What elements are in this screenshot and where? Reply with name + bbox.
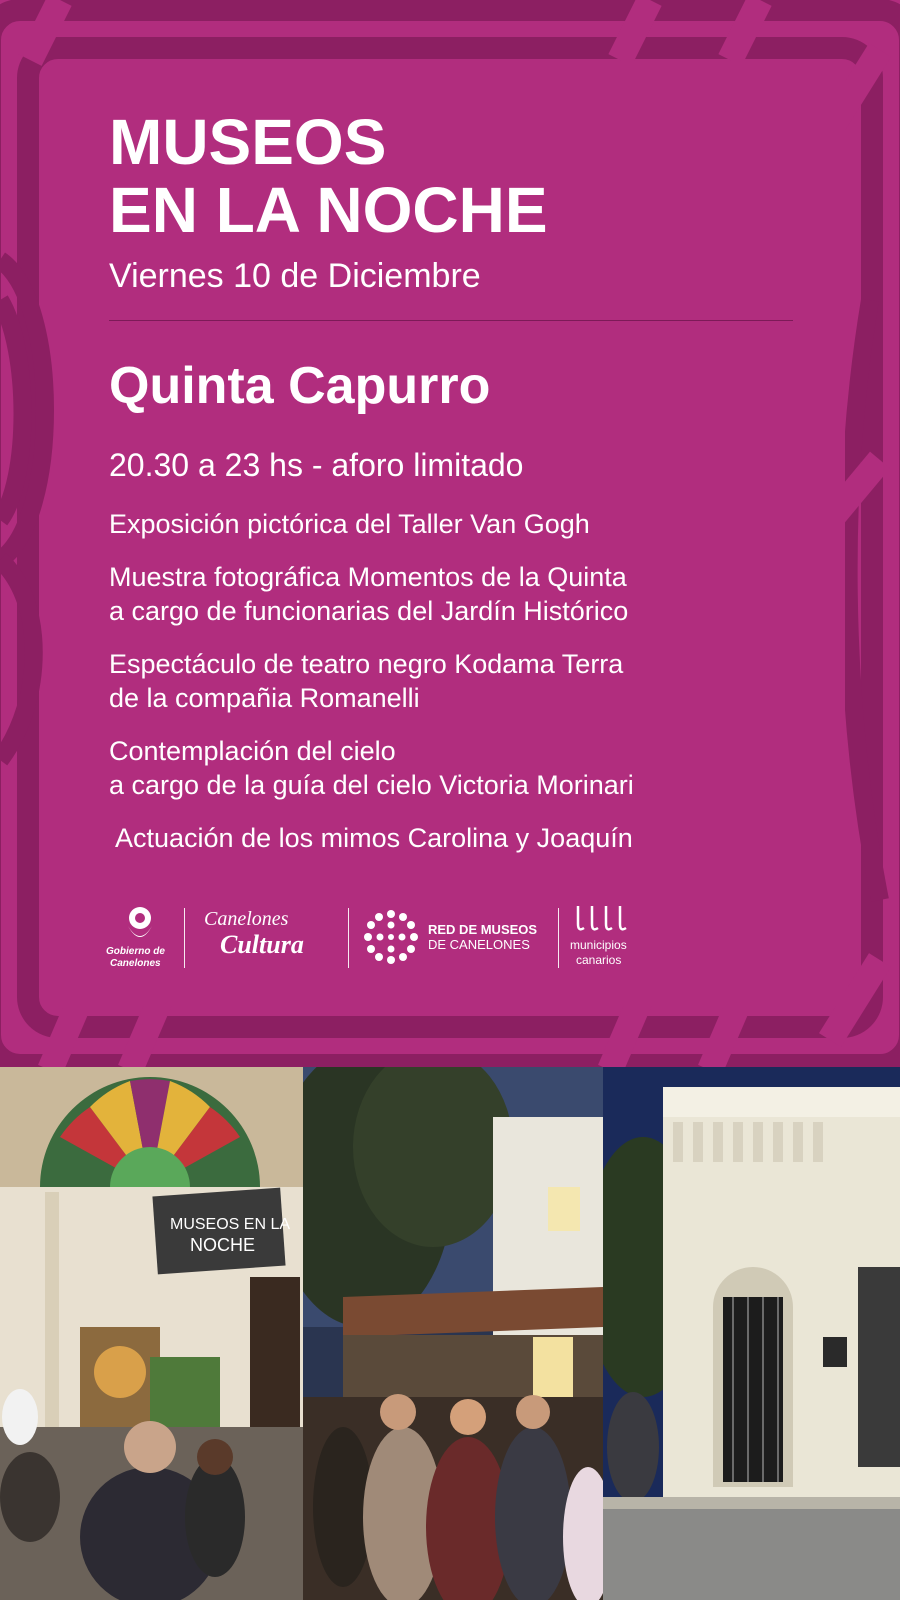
activity-5: Actuación de los mimos Carolina y Joaquín [115,823,633,853]
photo-facade [603,1067,900,1600]
red-museos-flower-icon [362,908,420,966]
banner-text-line-2: NOCHE [190,1235,256,1255]
gobierno-emblem-icon [120,904,160,944]
activity-2-line-1: Muestra fotográfica Momentos de la Quinta [109,562,627,592]
gobierno-line-2: Canelones [110,958,161,969]
photo-courtyard [0,1067,303,1600]
municipios-canarios-logo [570,904,660,974]
red-museos-logo [362,906,542,970]
logo-separator [348,908,349,968]
municipios-line-2: canarios [576,953,622,967]
red-museos-line-1: RED DE MUSEOS [428,922,538,937]
municipios-line-1: municipios [570,938,627,952]
crowd-image [303,1067,603,1600]
sponsor-logos [106,904,666,974]
banner-text-line-1: MUSEOS EN LA [170,1216,291,1233]
activity-3-line-1: Espectáculo de teatro negro Kodama Terra [109,649,624,679]
facade-image [603,1067,900,1600]
title-line-2: EN LA NOCHE [109,174,548,246]
event-date: Viernes 10 de Diciembre [109,257,481,295]
photo-strip [0,1067,900,1600]
photo-evening-crowd [303,1067,603,1600]
activity-4-line-2: a cargo de la guía del cielo Victoria Morinari [109,770,634,800]
canelones-cultura-line-2: Cultura [220,930,304,959]
municipios-figures-icon [572,904,632,936]
activity-3-line-2: de la compañia Romanelli [109,683,420,713]
title-line-1: MUSEOS [109,106,387,178]
activity-4-line-1: Contemplación del cielo [109,736,396,766]
event-hours: 20.30 a 23 hs - aforo limitado [109,447,524,483]
logo-separator [184,908,185,968]
red-museos-line-2: DE CANELONES [428,937,530,952]
logo-separator [558,908,559,968]
courtyard-image [0,1067,303,1600]
venue-name: Quinta Capurro [109,357,491,415]
gobierno-canelones-logo [106,904,176,974]
activity-1: Exposición pictórica del Taller Van Gogh [109,509,590,539]
divider [109,320,793,321]
canelones-cultura-line-1: Canelones [204,908,289,930]
activity-2-line-2: a cargo de funcionarias del Jardín Histórico [109,596,629,626]
gobierno-line-1: Gobierno de [106,946,165,957]
canelones-cultura-logo [202,904,332,974]
